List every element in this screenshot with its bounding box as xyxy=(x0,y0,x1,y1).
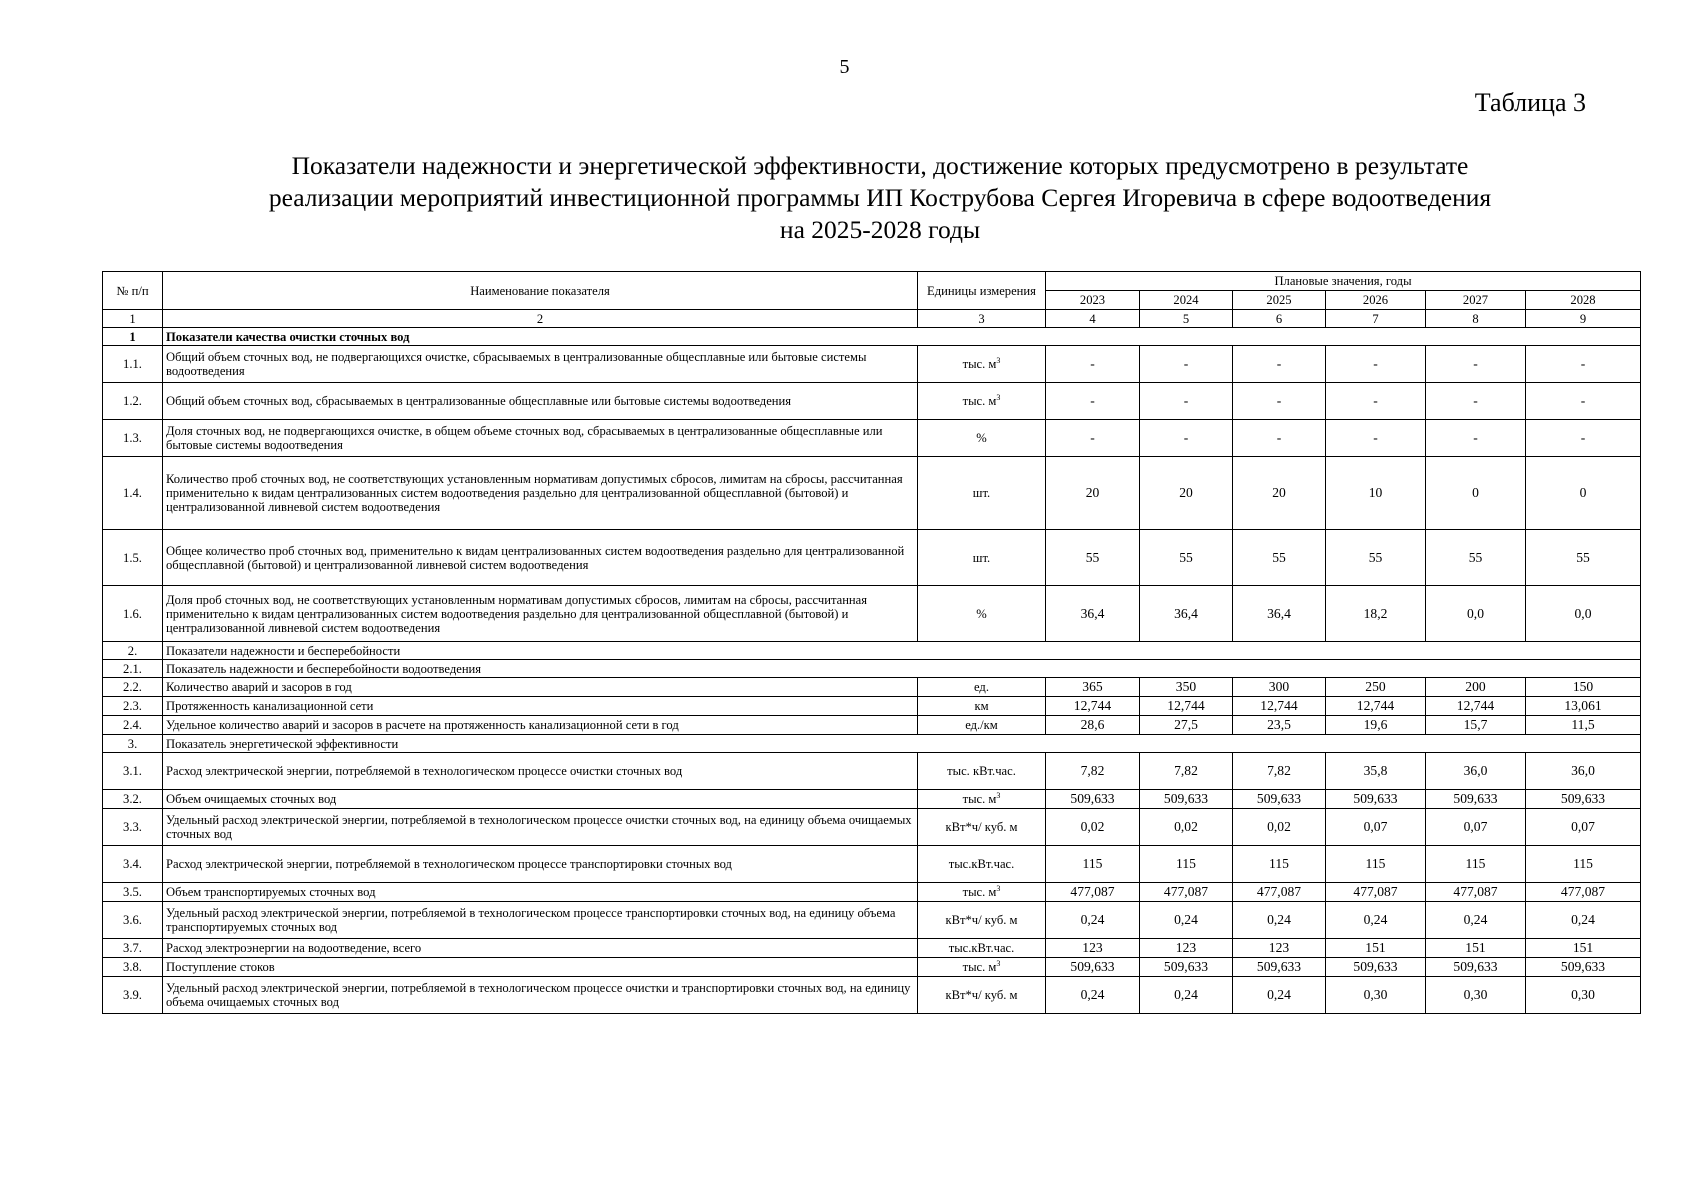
header-year: 2027 xyxy=(1426,291,1526,310)
section-row xyxy=(103,660,1641,678)
empty-cell xyxy=(918,642,1641,660)
value-cell: 0,07 xyxy=(1426,809,1526,846)
indicator-name: Удельный расход электрической энергии, потребляемой в технологическом процессе очистки и транспортировки сточных вод, на единицу объема очищаемых сточных вод xyxy=(163,977,918,1014)
indicators-table xyxy=(102,271,1641,1014)
value-cell: 23,5 xyxy=(1233,716,1326,735)
unit-cell xyxy=(918,346,1046,383)
value-cell: - xyxy=(1233,383,1326,420)
row-number: 3.5. xyxy=(103,883,163,902)
row-number: 1.3. xyxy=(103,420,163,457)
indicator-name: Протяженность канализационной сети xyxy=(163,697,918,716)
unit-text: кВт*ч/ куб. м xyxy=(945,913,1018,927)
unit-cell xyxy=(918,809,1046,846)
unit-text: тыс. м xyxy=(962,394,997,408)
value-cell: 115 xyxy=(1326,846,1426,883)
unit-superscript: 3 xyxy=(996,790,1001,800)
indicator-name: Показатель надежности и бесперебойности водоотведения xyxy=(163,660,918,678)
value-cell: 0,02 xyxy=(1046,809,1140,846)
value-cell: 7,82 xyxy=(1046,753,1140,790)
unit-superscript: 3 xyxy=(996,883,1001,893)
value-cell: 123 xyxy=(1233,939,1326,958)
table-row xyxy=(103,383,1641,420)
value-cell: 477,087 xyxy=(1233,883,1326,902)
unit-text: % xyxy=(976,431,987,445)
header-year: 2026 xyxy=(1326,291,1426,310)
value-cell: 115 xyxy=(1526,846,1641,883)
unit-cell xyxy=(918,586,1046,642)
unit-text: кВт*ч/ куб. м xyxy=(945,820,1018,834)
title-line: Показатели надежности и энергетической эффективности, достижение которых предусмотрено в результате xyxy=(291,151,1469,180)
indicator-name: Расход электроэнергии на водоотведение, всего xyxy=(163,939,918,958)
value-cell: 55 xyxy=(1233,530,1326,586)
indicator-name: Общий объем сточных вод, не подвергающихся очистке, сбрасываемых в централизованные общесплавные или бытовые системы водоотведения xyxy=(163,346,918,383)
value-cell: - xyxy=(1426,346,1526,383)
value-cell: 0,24 xyxy=(1426,902,1526,939)
column-number: 1 xyxy=(103,310,163,328)
value-cell: 509,633 xyxy=(1140,790,1233,809)
value-cell: - xyxy=(1326,383,1426,420)
value-cell: 27,5 xyxy=(1140,716,1233,735)
table-row xyxy=(103,939,1641,958)
unit-text: кВт*ч/ куб. м xyxy=(945,988,1018,1002)
table-row xyxy=(103,530,1641,586)
value-cell: - xyxy=(1426,420,1526,457)
value-cell: 509,633 xyxy=(1140,958,1233,977)
unit-text: тыс. м xyxy=(962,357,997,371)
unit-cell xyxy=(918,678,1046,697)
value-cell: - xyxy=(1526,346,1641,383)
section-row xyxy=(103,735,1641,753)
value-cell: 18,2 xyxy=(1326,586,1426,642)
unit-cell xyxy=(918,697,1046,716)
row-number: 1.4. xyxy=(103,457,163,530)
value-cell: 12,744 xyxy=(1140,697,1233,716)
unit-cell xyxy=(918,958,1046,977)
value-cell: 115 xyxy=(1046,846,1140,883)
value-cell: - xyxy=(1140,383,1233,420)
indicator-name: Показатель энергетической эффективности xyxy=(163,735,918,753)
value-cell: 12,744 xyxy=(1426,697,1526,716)
unit-cell xyxy=(918,790,1046,809)
value-cell: 10 xyxy=(1326,457,1426,530)
empty-cell xyxy=(918,735,1641,753)
value-cell: - xyxy=(1326,420,1426,457)
value-cell: 151 xyxy=(1526,939,1641,958)
row-number: 3.7. xyxy=(103,939,163,958)
header-unit: Единицы измерения xyxy=(918,272,1046,310)
unit-cell xyxy=(918,902,1046,939)
value-cell: 20 xyxy=(1140,457,1233,530)
header-num: № п/п xyxy=(103,272,163,310)
empty-cell xyxy=(918,660,1641,678)
value-cell: - xyxy=(1426,383,1526,420)
unit-text: ед. xyxy=(974,680,989,694)
value-cell: 0,24 xyxy=(1140,902,1233,939)
table-row xyxy=(103,790,1641,809)
unit-text: шт. xyxy=(972,550,991,565)
unit-text: шт. xyxy=(972,486,991,500)
unit-cell xyxy=(918,939,1046,958)
value-cell: 151 xyxy=(1426,939,1526,958)
row-number: 3.8. xyxy=(103,958,163,977)
value-cell: 200 xyxy=(1426,678,1526,697)
empty-cell xyxy=(918,328,1641,346)
indicator-name: Показатели надежности и бесперебойности xyxy=(163,642,918,660)
table-row xyxy=(103,457,1641,530)
document-title xyxy=(160,150,1600,246)
value-cell: 509,633 xyxy=(1426,958,1526,977)
value-cell: 350 xyxy=(1140,678,1233,697)
indicator-name: Показатели качества очистки сточных вод xyxy=(163,328,918,346)
table-row xyxy=(103,420,1641,457)
title-line: на 2025-2028 годы xyxy=(779,215,981,244)
row-number: 1.6. xyxy=(103,586,163,642)
table-row xyxy=(103,902,1641,939)
value-cell: 36,4 xyxy=(1140,586,1233,642)
value-cell: 0,07 xyxy=(1526,809,1641,846)
row-number: 1 xyxy=(103,328,163,346)
indicator-name: Расход электрической энергии, потребляемой в технологическом процессе транспортировки сточных вод xyxy=(163,846,918,883)
unit-text: тыс. кВт.час. xyxy=(947,764,1016,778)
column-number: 5 xyxy=(1140,310,1233,328)
value-cell: 36,4 xyxy=(1046,586,1140,642)
value-cell: 477,087 xyxy=(1046,883,1140,902)
row-number: 3.4. xyxy=(103,846,163,883)
value-cell: 0,30 xyxy=(1526,977,1641,1014)
table-row xyxy=(103,697,1641,716)
value-cell: 509,633 xyxy=(1326,790,1426,809)
value-cell: 55 xyxy=(1326,530,1426,586)
row-number: 2.4. xyxy=(103,716,163,735)
value-cell: 13,061 xyxy=(1526,697,1641,716)
table-row xyxy=(103,883,1641,902)
value-cell: 509,633 xyxy=(1233,790,1326,809)
value-cell: 477,087 xyxy=(1526,883,1641,902)
row-number: 2.2. xyxy=(103,678,163,697)
value-cell: 115 xyxy=(1233,846,1326,883)
value-cell: 509,633 xyxy=(1526,790,1641,809)
value-cell: - xyxy=(1140,346,1233,383)
value-cell: 0,02 xyxy=(1140,809,1233,846)
value-cell: 11,5 xyxy=(1526,716,1641,735)
value-cell: 0,02 xyxy=(1233,809,1326,846)
value-cell: 55 xyxy=(1526,530,1641,586)
value-cell: - xyxy=(1046,383,1140,420)
unit-cell xyxy=(918,716,1046,735)
unit-cell xyxy=(918,383,1046,420)
table-row xyxy=(103,958,1641,977)
unit-cell xyxy=(918,846,1046,883)
header-planned: Плановые значения, годы xyxy=(1046,272,1641,291)
value-cell: 509,633 xyxy=(1233,958,1326,977)
value-cell: - xyxy=(1140,420,1233,457)
value-cell: 0,24 xyxy=(1233,902,1326,939)
indicator-name: Удельное количество аварий и засоров в расчете на протяженность канализационной сети в год xyxy=(163,716,918,735)
table-row xyxy=(103,977,1641,1014)
unit-text: км xyxy=(974,699,989,713)
value-cell: - xyxy=(1526,383,1641,420)
value-cell: 0,0 xyxy=(1426,586,1526,642)
row-number: 1.2. xyxy=(103,383,163,420)
unit-cell xyxy=(918,420,1046,457)
table-row xyxy=(103,346,1641,383)
value-cell: 55 xyxy=(1046,530,1140,586)
value-cell: 150 xyxy=(1526,678,1641,697)
value-cell: 0,24 xyxy=(1233,977,1326,1014)
value-cell: 300 xyxy=(1233,678,1326,697)
value-cell: 509,633 xyxy=(1526,958,1641,977)
indicator-name: Общее количество проб сточных вод, применительно к видам централизованных систем водоотведения раздельно для централизованной общесплавной (бытовой) и централизованной ливневой систем водоотведения xyxy=(163,530,918,586)
value-cell: 7,82 xyxy=(1233,753,1326,790)
value-cell: - xyxy=(1046,346,1140,383)
indicator-name: Удельный расход электрической энергии, потребляемой в технологическом процессе очистки сточных вод, на единицу объема очищаемых сточных вод xyxy=(163,809,918,846)
column-number: 4 xyxy=(1046,310,1140,328)
row-number: 3.1. xyxy=(103,753,163,790)
title-line: реализации мероприятий инвестиционной программы ИП Кострубова Сергея Игоревича в сфере водоотведения xyxy=(268,183,1492,212)
value-cell: 477,087 xyxy=(1140,883,1233,902)
value-cell: 0,07 xyxy=(1326,809,1426,846)
unit-text: % xyxy=(976,606,987,621)
row-number: 2.3. xyxy=(103,697,163,716)
value-cell: 0,24 xyxy=(1046,902,1140,939)
table-row xyxy=(103,678,1641,697)
indicator-name: Доля проб сточных вод, не соответствующих установленным нормативам допустимых сбросов, лимитам на сбросы, рассчитанная применительно к видам централизованных систем водоотведения раздельно для централизованной общесплавной (бытовой) и централизованной ливневой систем водоотведения xyxy=(163,586,918,642)
header-name: Наименование показателя xyxy=(163,272,918,310)
indicator-name: Поступление стоков xyxy=(163,958,918,977)
unit-text: ед./км xyxy=(965,718,998,732)
value-cell: 0,0 xyxy=(1526,586,1641,642)
value-cell: 0,30 xyxy=(1326,977,1426,1014)
unit-cell xyxy=(918,530,1046,586)
value-cell: 365 xyxy=(1046,678,1140,697)
unit-cell xyxy=(918,883,1046,902)
indicator-name: Расход электрической энергии, потребляемой в технологическом процессе очистки сточных вод xyxy=(163,753,918,790)
value-cell: 0,24 xyxy=(1326,902,1426,939)
unit-text: тыс. м xyxy=(962,792,997,806)
value-cell: 509,633 xyxy=(1426,790,1526,809)
value-cell: - xyxy=(1326,346,1426,383)
value-cell: 477,087 xyxy=(1426,883,1526,902)
unit-superscript: 3 xyxy=(996,392,1001,402)
header-year: 2028 xyxy=(1526,291,1641,310)
row-number: 3. xyxy=(103,735,163,753)
value-cell: 509,633 xyxy=(1326,958,1426,977)
indicator-name: Объем очищаемых сточных вод xyxy=(163,790,918,809)
value-cell: 115 xyxy=(1140,846,1233,883)
section-row xyxy=(103,328,1641,346)
value-cell: 20 xyxy=(1046,457,1140,530)
table-row xyxy=(103,716,1641,735)
row-number: 2. xyxy=(103,642,163,660)
row-number: 1.5. xyxy=(103,530,163,586)
row-number: 3.2. xyxy=(103,790,163,809)
value-cell: 477,087 xyxy=(1326,883,1426,902)
section-row xyxy=(103,642,1641,660)
value-cell: 115 xyxy=(1426,846,1526,883)
header-year: 2023 xyxy=(1046,291,1140,310)
value-cell: 151 xyxy=(1326,939,1426,958)
value-cell: 36,0 xyxy=(1526,753,1641,790)
value-cell: 0,24 xyxy=(1140,977,1233,1014)
row-number: 1.1. xyxy=(103,346,163,383)
indicator-name: Количество проб сточных вод, не соответствующих установленным нормативам допустимых сбросов, лимитам на сбросы, рассчитанная применительно к видам централизованных систем водоотведения раздельно для централизованной общесплавной (бытовой) и централизованной ливневой систем водоотведения xyxy=(163,457,918,530)
row-number: 2.1. xyxy=(103,660,163,678)
value-cell: 123 xyxy=(1046,939,1140,958)
indicator-name: Общий объем сточных вод, сбрасываемых в централизованные общесплавные или бытовые системы водоотведения xyxy=(163,383,918,420)
header-year: 2025 xyxy=(1233,291,1326,310)
unit-cell xyxy=(918,977,1046,1014)
value-cell: 250 xyxy=(1326,678,1426,697)
column-number: 2 xyxy=(163,310,918,328)
column-number: 6 xyxy=(1233,310,1326,328)
row-number: 3.3. xyxy=(103,809,163,846)
value-cell: 15,7 xyxy=(1426,716,1526,735)
unit-superscript: 3 xyxy=(996,355,1001,365)
value-cell: 0,24 xyxy=(1046,977,1140,1014)
table-row xyxy=(103,753,1641,790)
value-cell: 0 xyxy=(1526,457,1641,530)
unit-cell xyxy=(918,457,1046,530)
column-number: 9 xyxy=(1526,310,1641,328)
unit-text: тыс.кВт.час. xyxy=(948,857,1015,871)
value-cell: 12,744 xyxy=(1233,697,1326,716)
value-cell: 20 xyxy=(1233,457,1326,530)
row-number: 3.6. xyxy=(103,902,163,939)
value-cell: - xyxy=(1046,420,1140,457)
table-label: Таблица 3 xyxy=(1474,88,1586,117)
value-cell: - xyxy=(1233,346,1326,383)
column-number: 3 xyxy=(918,310,1046,328)
indicator-name: Количество аварий и засоров в год xyxy=(163,678,918,697)
unit-superscript: 3 xyxy=(996,958,1001,968)
unit-cell xyxy=(918,753,1046,790)
value-cell: - xyxy=(1526,420,1641,457)
table-row xyxy=(103,809,1641,846)
value-cell: 509,633 xyxy=(1046,958,1140,977)
unit-text: тыс. м xyxy=(962,960,997,974)
unit-text: тыс.кВт.час. xyxy=(948,941,1015,955)
page-number: 5 xyxy=(839,56,850,78)
value-cell: 7,82 xyxy=(1140,753,1233,790)
header-year: 2024 xyxy=(1140,291,1233,310)
unit-text: тыс. м xyxy=(962,885,997,899)
value-cell: 19,6 xyxy=(1326,716,1426,735)
value-cell: 55 xyxy=(1140,530,1233,586)
value-cell: 55 xyxy=(1426,530,1526,586)
value-cell: 36,0 xyxy=(1426,753,1526,790)
value-cell: 0,30 xyxy=(1426,977,1526,1014)
value-cell: 509,633 xyxy=(1046,790,1140,809)
value-cell: 0,24 xyxy=(1526,902,1641,939)
indicator-name: Объем транспортируемых сточных вод xyxy=(163,883,918,902)
value-cell: 35,8 xyxy=(1326,753,1426,790)
value-cell: 28,6 xyxy=(1046,716,1140,735)
row-number: 3.9. xyxy=(103,977,163,1014)
value-cell: 0 xyxy=(1426,457,1526,530)
value-cell: 123 xyxy=(1140,939,1233,958)
value-cell: 36,4 xyxy=(1233,586,1326,642)
value-cell: 12,744 xyxy=(1326,697,1426,716)
value-cell: 12,744 xyxy=(1046,697,1140,716)
column-number: 7 xyxy=(1326,310,1426,328)
value-cell: - xyxy=(1233,420,1326,457)
table-row xyxy=(103,586,1641,642)
column-number: 8 xyxy=(1426,310,1526,328)
indicator-name: Доля сточных вод, не подвергающихся очистке, в общем объеме сточных вод, сбрасываемых в централизованные общесплавные или бытовые системы водоотведения xyxy=(163,420,918,457)
indicator-name: Удельный расход электрической энергии, потребляемой в технологическом процессе транспортировки сточных вод, на единицу объема транспортируемых сточных вод xyxy=(163,902,918,939)
table-row xyxy=(103,846,1641,883)
